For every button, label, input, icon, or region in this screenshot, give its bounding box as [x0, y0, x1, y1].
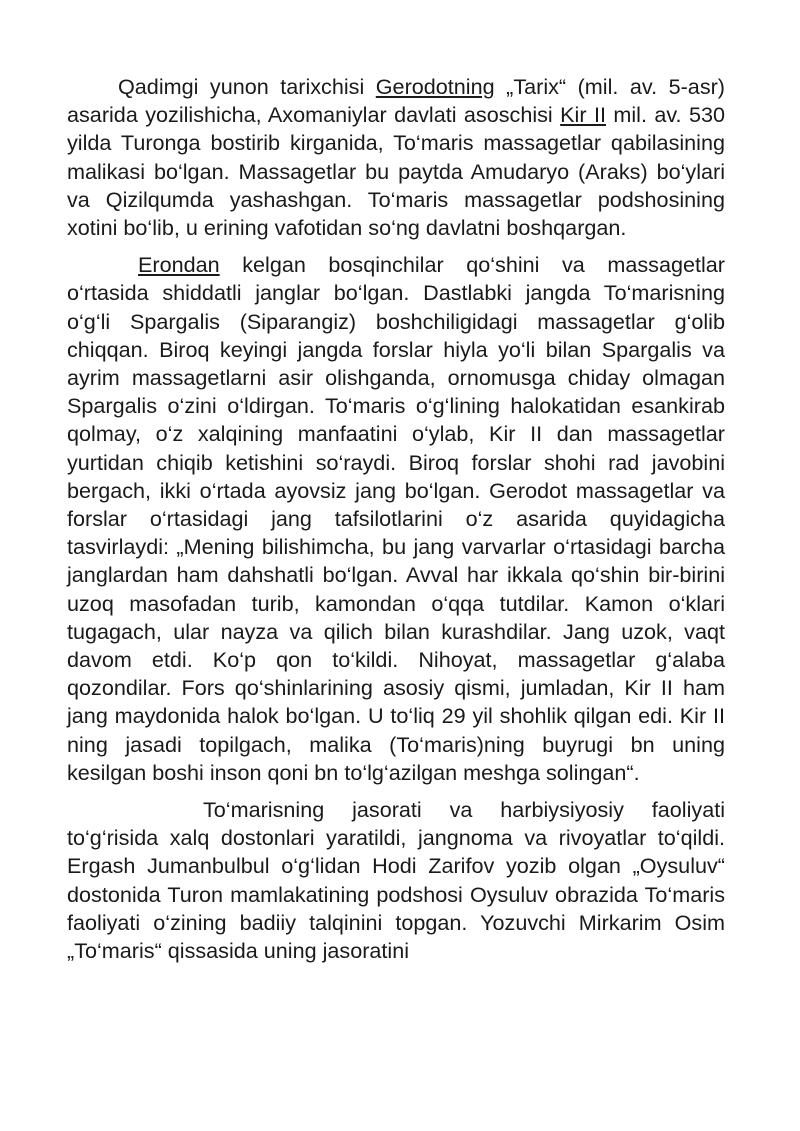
paragraph-1-text-1: Qadimgi yunon tarixchisi: [118, 74, 376, 99]
paragraph-1-text-2: „Tarix“ (mil. av. 5-asr) asarida yozilishicha, Axomaniylar davlati asoschisi: [67, 74, 725, 128]
paragraph-1: [67, 73, 725, 242]
paragraph-3-text-1: To‘marisning jasorati va harbiysiyosiy faoliyati to‘g‘risida xalq dostonlari yaratildi, jangnoma va rivoyatlar to‘qildi. Ergash Jumanbulbul o‘g‘lidan Hodi Zarifov yozib olgan „Oysuluv“ dostonida Turon mamlakatining podshosi Oysuluv obrazida To‘maris faoliyati o‘zining badiiy talqinini topgan. Yozuvchi Mirkarim Osim „To‘maris“ qissasida uning jasoratini: [67, 797, 725, 964]
document-page: [67, 73, 725, 965]
paragraph-3: [67, 796, 725, 965]
paragraph-2-text-1: kelgan bosqinchilar qo‘shini va massagetlar o‘rtasida shiddatli janglar bo‘lgan. Dastlabki jangda To‘marisning o‘g‘li Spargalis (Siparangiz) boshchiligidagi massagetlar g‘olib chiqqan. Biroq keyingi jangda forslar hiyla yo‘li bilan Spargalis va ayrim massagetlarni asir olishganda, ornomusga chiday olmagan Spargalis o‘zini o‘ldirgan. To‘maris o‘g‘lining halokatidan esankirab qolmay, o‘z xalqining manfaatini o‘ylab, Kir II dan massagetlar yurtidan chiqib ketishini so‘raydi. Biroq forslar shohi rad javobini bergach, ikki o‘rtada ayovsiz jang bo‘lgan. Gerodot massagetlar va forslar o‘rtasidagi jang tafsilotlarini o‘z asarida quyidagicha tasvirlaydi: „Mening bilishimcha, bu jang varvarlar o‘rtasidagi barcha janglardan ham dahshatli bo‘lgan. Avval har ikkala qo‘shin bir-birini uzoq masofadan turib, kamondan o‘qqa tutdilar. Kamon o‘klari tugagach, ular nayza va qilich bilan kurashdilar. Jang uzok, vaqt davom etdi. Ko‘p qon to‘kildi. Nihoyat, massagetlar g‘alaba qozondilar. Fors qo‘shinlarining asosiy qismi, jumladan, Kir II ham jang maydonida halok bo‘lgan. U to‘liq 29 yil shohlik qilgan edi. Kir II ning jasadi topilgach, malika (To‘maris)ning buyrugi bn uning kesilgan boshi inson qoni bn to‘lg‘azilgan meshga solingan“.: [67, 252, 725, 785]
link-erondan[interactable]: Erondan: [138, 252, 220, 278]
link-gerodotning[interactable]: Gerodotning: [375, 74, 495, 99]
paragraph-2: [67, 251, 725, 787]
link-kir-ii[interactable]: Kir II: [560, 102, 606, 128]
paragraph-1-text-3: mil. av. 530 yilda Turonga bostirib kirganida, To‘maris massagetlar qabilasining malikasi bo‘lgan. Massagetlar bu paytda Amudaryo (Araks) bo‘ylari va Qizilqumda yashashgan. To‘maris massagetlar podshosining xotini bo‘lib, u erining vafotidan so‘ng davlatni boshqargan.: [67, 102, 725, 241]
